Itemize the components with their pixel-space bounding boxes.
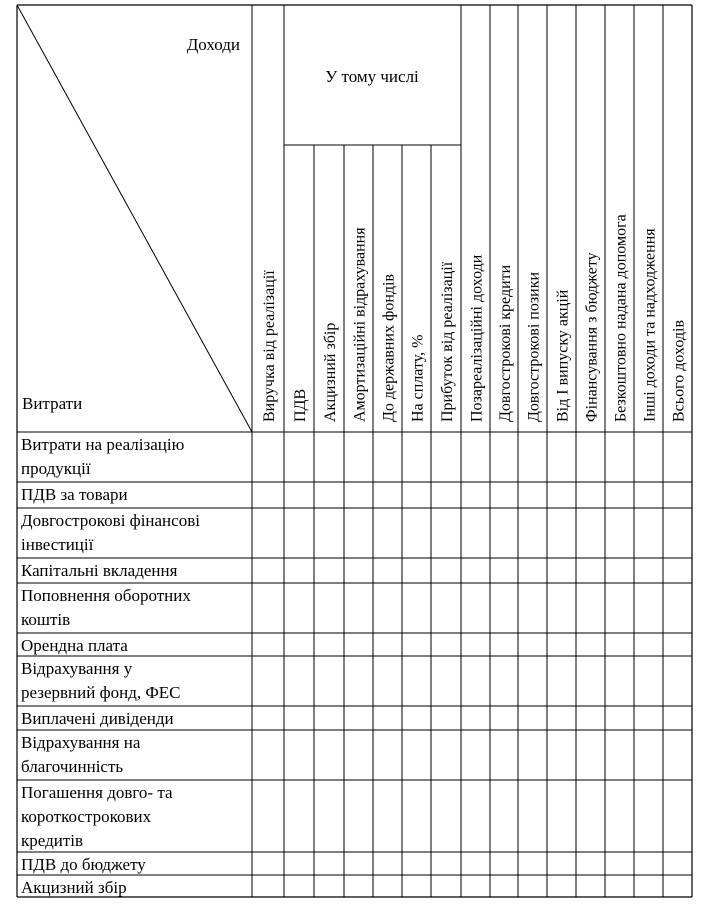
column-headers (261, 214, 688, 422)
column-header-1: Виручка від реалізації (261, 270, 278, 422)
column-header-9: Довгострокові кредити (497, 264, 514, 422)
row-label-line: Витрати на реалізацію (21, 435, 185, 454)
column-header-3: Акцизний збір (322, 322, 339, 422)
column-header-14: Інші доходи та надходження (641, 228, 659, 422)
row-label-line: резервний фонд, ФЕС (21, 683, 181, 702)
row-label-line: продукції (21, 459, 91, 478)
row-label-line: Поповнення оборотних (21, 586, 191, 605)
row-labels (21, 435, 200, 897)
row-label-line: ПДВ за товари (21, 485, 128, 504)
column-header-13: Безкоштовно надана допомога (612, 214, 630, 422)
row-label-line: короткострокових (21, 807, 152, 826)
row-label-12 (21, 878, 127, 897)
column-header-11: Від I випуску акцій (554, 289, 572, 422)
row-label-3 (21, 511, 200, 554)
row-label-line: кредитів (21, 831, 84, 850)
row-label-9 (21, 733, 141, 776)
row-label-line: Виплачені дивіденди (21, 709, 174, 728)
column-header-5: До державних фондів (380, 273, 398, 422)
column-header-2: ПДВ (292, 388, 309, 422)
row-label-line: Погашення довго- та (21, 783, 173, 802)
row-label-line: Орендна плата (21, 636, 128, 655)
column-header-15: Всього доходів (670, 319, 688, 422)
row-label-line: інвестиції (21, 535, 94, 554)
row-label-2 (21, 485, 128, 504)
row-label-8 (21, 709, 174, 728)
row-label-7 (21, 659, 181, 702)
row-label-line: Акцизний збір (21, 878, 127, 897)
row-label-11 (21, 855, 146, 874)
group-header-including: У тому числі (325, 67, 419, 86)
row-label-line: Довгострокові фінансові (21, 511, 200, 530)
row-label-6 (21, 636, 128, 655)
column-header-8: Позареалізаційні доходи (468, 254, 486, 422)
column-header-12: Фінансування з бюджету (583, 252, 601, 422)
row-label-line: Капітальні вкладення (21, 561, 178, 580)
row-label-line: Відрахування у (21, 659, 133, 678)
row-label-line: Відрахування на (21, 733, 141, 752)
row-label-line: благочинність (21, 757, 124, 776)
corner-label-income: Доходи (186, 35, 240, 54)
corner-label-expenses: Витрати (22, 394, 83, 413)
column-header-10: Довгострокові позики (525, 271, 543, 422)
row-label-line: ПДВ до бюджету (21, 855, 146, 874)
row-label-1 (21, 435, 185, 478)
column-header-4: Амортизаційні відрахування (351, 227, 369, 422)
grid-line (17, 5, 252, 432)
column-header-6: На сплату, % (409, 334, 427, 422)
row-label-10 (21, 783, 173, 850)
row-label-5 (21, 586, 191, 629)
row-label-line: коштів (21, 610, 71, 629)
row-label-4 (21, 561, 178, 580)
column-header-7: Прибуток від реалізації (439, 261, 456, 422)
